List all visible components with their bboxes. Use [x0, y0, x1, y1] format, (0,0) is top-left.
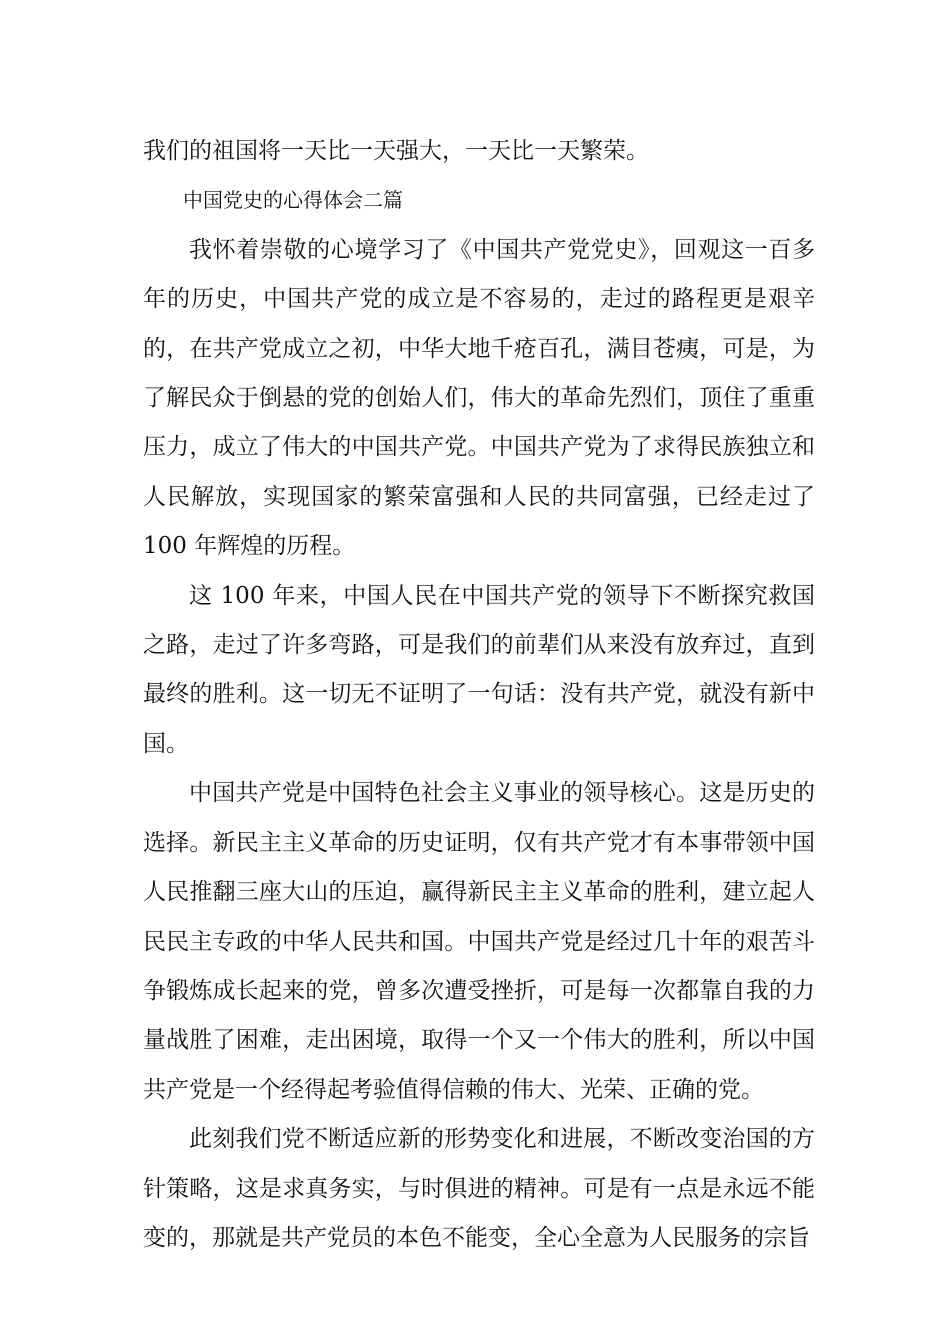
paragraph-2: 这 100 年来，中国人民在中国共产党的领导下不断探究救国之路，走过了许多弯路，可是我们的前辈们从来没有放弃过，直到最终的胜利。这一切无不证明了一句话：没有共产党，就没有新中国。: [143, 582, 815, 757]
section-heading: 中国党史的心得体会二篇: [183, 188, 403, 213]
paragraph-continuation: 我们的祖国将一天比一天强大，一天比一天繁荣。: [143, 138, 649, 164]
document-body: [143, 127, 815, 1263]
paragraph-1: 我怀着崇敬的心境学习了《中国共产党党史》，回观这一百多年的历史，中国共产党的成立是不容易的，走过的路程更是艰辛的，在共产党成立之初，中华大地千疮百孔，满目苍痍，可是，为了解民众于倒悬的党的创始人们，伟大的革命先烈们，顶住了重重压力，成立了伟大的中国共产党。中国共产党为了求得民族独立和人民解放，实现国家的繁荣富强和人民的共同富强，已经走过了 100 年辉煌的历程。: [143, 236, 815, 560]
paragraph-4: 此刻我们党不断适应新的形势变化和进展，不断改变治国的方针策略，这是求真务实，与时俱进的精神。可是有一点是永远不能变的，那就是共产党员的本色不能变，全心全意为人民服务的宗旨: [143, 1126, 815, 1251]
paragraph-3: 中国共产党是中国特色社会主义事业的领导核心。这是历史的选择。新民主主义革命的历史证明，仅有共产党才有本事带领中国人民推翻三座大山的压迫，赢得新民主主义革命的胜利，建立起人民民主专政的中华人民共和国。中国共产党是经过几十年的艰苦斗争锻炼成长起来的党，曾多次遭受挫折，可是每一次都靠自我的力量战胜了困难，走出困境，取得一个又一个伟大的胜利，所以中国共产党是一个经得起考验值得信赖的伟大、光荣、正确的党。: [143, 780, 815, 1103]
